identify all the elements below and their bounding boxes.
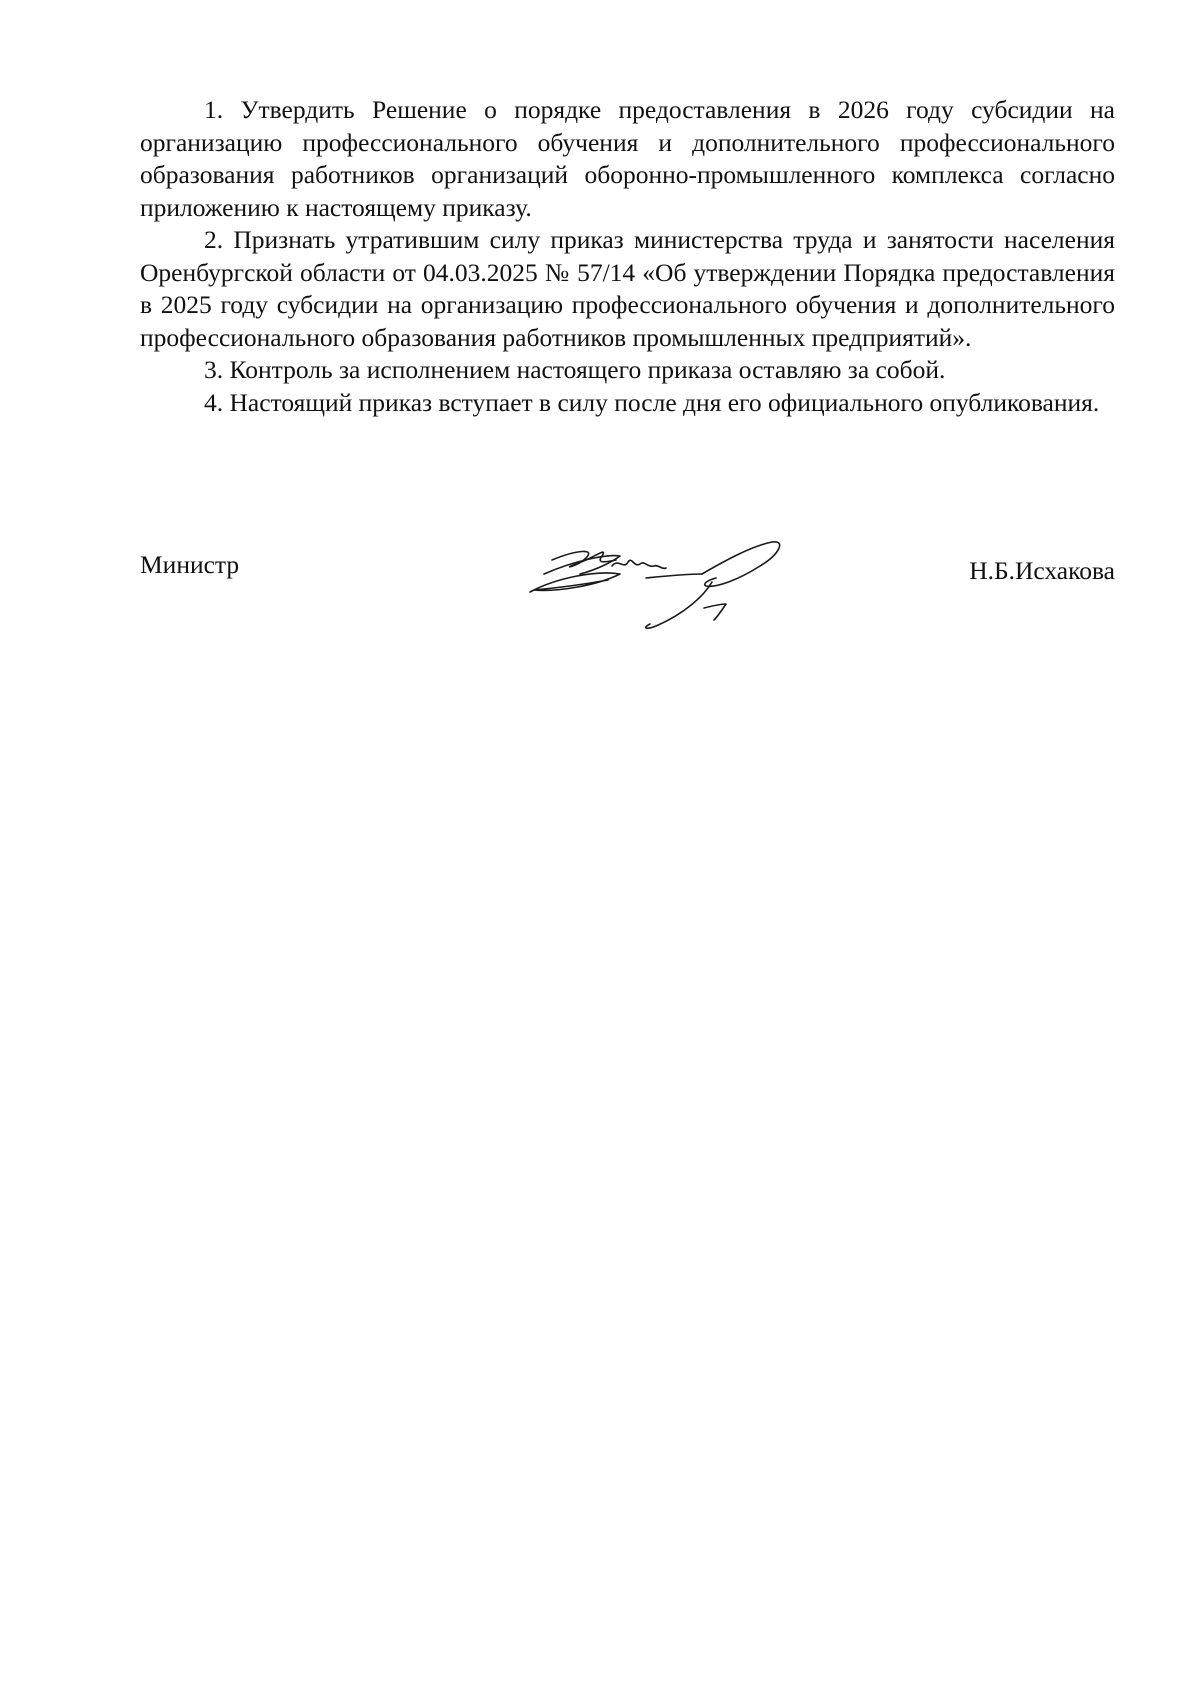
signer-name: Н.Б.Исхакова (969, 556, 1115, 585)
paragraph-2: 2. Признать утратившим силу приказ министерства труда и занятости населения Оренбургской области от 04.03.2025 № 57/14 «Об утверждении Порядка предоставления в 2025 году субсидии на организацию профессионального обучения и дополнительного профессионального образования работников промышленных предприятий». (140, 225, 1115, 352)
handwritten-signature (516, 530, 816, 630)
order-body (140, 94, 1115, 419)
paragraph-4: 4. Настоящий приказ вступает в силу после дня его официального опубликования. (204, 387, 1100, 417)
signer-role: Министр (140, 550, 240, 579)
signature-block (140, 530, 1115, 640)
paragraph-3: 3. Контроль за исполнением настоящего приказа оставляю за собой. (204, 355, 946, 384)
paragraph-1: 1. Утвердить Решение о порядке предоставления в 2026 году субсидии на организацию профессионального обучения и дополнительного профессионального образования работников организаций оборонно-промышленного комплекса согласно приложению к настоящему приказу. (140, 95, 1115, 222)
